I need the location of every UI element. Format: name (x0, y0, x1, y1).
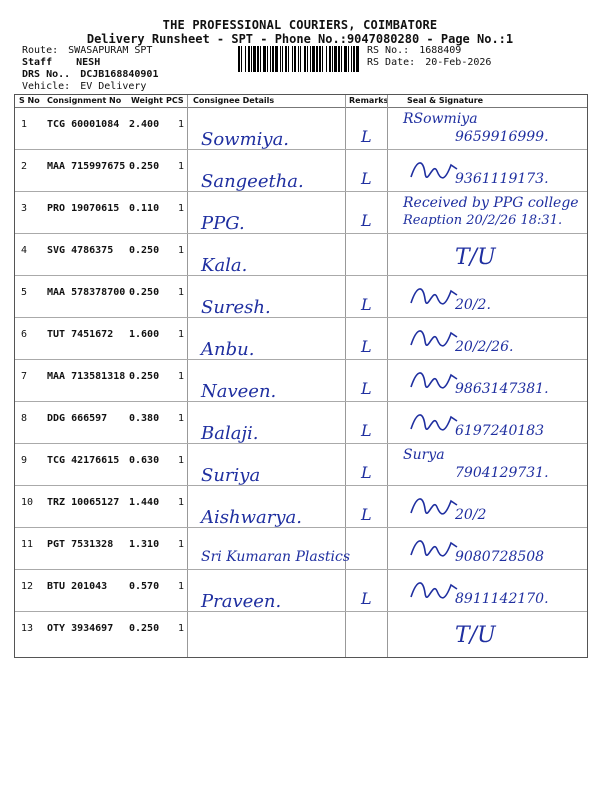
weight-cell: 0.250 (129, 245, 160, 256)
remark-mark: L (361, 169, 372, 188)
weight-cell: 0.250 (129, 287, 160, 298)
signature-text: Received by PPG college (403, 195, 579, 211)
table-row (15, 401, 587, 444)
table-row (15, 191, 587, 234)
consignment-no: SVG 4786375 (47, 245, 114, 256)
col-weight: Weight (131, 96, 163, 105)
consignment-no: PGT 7531328 (47, 539, 114, 550)
consignee-name: PPG. (201, 213, 245, 234)
consignee-name: Sangeetha. (201, 171, 304, 192)
pcs-cell: 1 (178, 623, 185, 634)
pcs-cell: 1 (178, 455, 185, 466)
delivery-note: 9361119173. (455, 171, 549, 187)
delivery-note: 20/2. (455, 297, 491, 313)
rs-date-line: RS Date: 20-Feb-2026 (367, 57, 492, 68)
drs-value: DCJB168840901 (80, 69, 159, 80)
weight-cell: 0.570 (129, 581, 160, 592)
rs-no-value: 1688409 (419, 45, 462, 56)
remark-mark: L (361, 379, 372, 398)
sno-cell: 1 (21, 119, 28, 130)
consignee-name: Suresh. (201, 297, 271, 318)
consignee-name: Praveen. (201, 591, 282, 612)
table-row (15, 611, 587, 653)
runsheet-subtitle: Delivery Runsheet - SPT - Phone No.:9047080280 - Page No.:1 (86, 32, 514, 46)
table-row (15, 275, 587, 318)
weight-cell: 0.250 (129, 371, 160, 382)
remark-mark: L (361, 295, 372, 314)
weight-cell: 0.630 (129, 455, 160, 466)
col-remarks: Remarks (349, 96, 389, 105)
route-line: Route: SWASAPURAM SPT (22, 45, 153, 56)
delivery-note: 6197240183 (455, 423, 545, 439)
rs-date-value: 20-Feb-2026 (425, 57, 492, 68)
consignee-name: Sowmiya. (201, 129, 290, 150)
delivery-note: 9080728508 (455, 549, 545, 565)
weight-cell: 1.600 (129, 329, 160, 340)
table-row (15, 107, 587, 150)
table-row (15, 443, 587, 486)
staff-line: Staff NESH (22, 57, 101, 68)
weight-cell: 0.250 (129, 623, 160, 634)
signature-text: Surya (403, 447, 445, 463)
col-sno: S No (19, 96, 40, 105)
consignment-no: MAA 715997675 (47, 161, 126, 172)
pcs-cell: 1 (178, 539, 185, 550)
rs-no-line: RS No.: 1688409 (367, 45, 462, 56)
sno-cell: 10 (21, 497, 34, 508)
pcs-cell: 1 (178, 497, 185, 508)
consignment-no: TCG 60001084 (47, 119, 120, 130)
consignment-no: BTU 201043 (47, 581, 108, 592)
delivery-table (14, 94, 588, 658)
remark-mark: L (361, 127, 372, 146)
weight-cell: 0.250 (129, 161, 160, 172)
sno-cell: 5 (21, 287, 28, 298)
consignment-no: DDG 666597 (47, 413, 108, 424)
remark-mark: L (361, 463, 372, 482)
table-row (15, 569, 587, 612)
delivery-note: 20/2/26. (455, 339, 514, 355)
sno-cell: 4 (21, 245, 28, 256)
table-row (15, 527, 587, 570)
pcs-cell: 1 (178, 203, 185, 214)
consignment-no: PRO 19070615 (47, 203, 120, 214)
delivery-note: 20/2 (455, 507, 487, 523)
signature-text: RSowmiya (403, 111, 478, 127)
consignment-no: TCG 42176615 (47, 455, 120, 466)
sno-cell: 9 (21, 455, 28, 466)
delivery-note: 8911142170. (455, 591, 549, 607)
remark-mark: L (361, 421, 372, 440)
consignee-name: Anbu. (201, 339, 255, 360)
sno-cell: 3 (21, 203, 28, 214)
table-row (15, 149, 587, 192)
delivery-note: Reaption 20/2/26 18:31. (403, 213, 563, 228)
remark-mark: L (361, 337, 372, 356)
table-row (15, 359, 587, 402)
delivery-note: T/U (455, 623, 496, 648)
consignee-name: Suriya (201, 465, 261, 486)
col-pcs: PCS (166, 96, 184, 105)
remark-mark: L (361, 589, 372, 608)
delivery-note: 9863147381. (455, 381, 549, 397)
weight-cell: 2.400 (129, 119, 160, 130)
consignment-no: MAA 713581318 (47, 371, 126, 382)
pcs-cell: 1 (178, 287, 185, 298)
pcs-cell: 1 (178, 371, 185, 382)
delivery-note: 9659916999. (455, 129, 549, 145)
col-seal: Seal & Signature (407, 96, 484, 105)
consignee-name: Kala. (201, 255, 248, 276)
consignee-name: Aishwarya. (201, 507, 302, 528)
sno-cell: 2 (21, 161, 28, 172)
pcs-cell: 1 (178, 161, 185, 172)
vehicle-line: Vehicle: EV Delivery (22, 81, 147, 92)
sno-cell: 6 (21, 329, 28, 340)
company-title: THE PROFESSIONAL COURIERS, COIMBATORE (162, 18, 438, 32)
sno-cell: 8 (21, 413, 28, 424)
consignment-no: TRZ 10065127 (47, 497, 120, 508)
route-value: SWASAPURAM SPT (68, 45, 153, 56)
pcs-cell: 1 (178, 245, 185, 256)
remark-mark: L (361, 211, 372, 230)
consignee-name: Sri Kumaran Plastics (201, 549, 351, 565)
consignee-name: Naveen. (201, 381, 277, 402)
weight-cell: 1.440 (129, 497, 160, 508)
weight-cell: 1.310 (129, 539, 160, 550)
delivery-note: T/U (455, 245, 496, 270)
sno-cell: 12 (21, 581, 34, 592)
pcs-cell: 1 (178, 329, 185, 340)
barcode (237, 46, 362, 72)
consignment-no: OTY 3934697 (47, 623, 114, 634)
col-consignee: Consignee Details (193, 96, 275, 105)
sno-cell: 13 (21, 623, 34, 634)
weight-cell: 0.380 (129, 413, 160, 424)
table-row (15, 233, 587, 276)
pcs-cell: 1 (178, 119, 185, 130)
remark-mark: L (361, 505, 372, 524)
consignment-no: TUT 7451672 (47, 329, 114, 340)
sno-cell: 7 (21, 371, 28, 382)
staff-value: NESH (76, 57, 101, 68)
drs-line: DRS No.. DCJB168840901 (22, 69, 159, 80)
consignment-no: MAA 578378700 (47, 287, 126, 298)
sno-cell: 11 (21, 539, 34, 550)
col-consignment: Consignment No (47, 96, 122, 105)
table-row (15, 485, 587, 528)
delivery-note: 7904129731. (455, 465, 549, 481)
pcs-cell: 1 (178, 413, 185, 424)
vehicle-value: EV Delivery (80, 81, 147, 92)
weight-cell: 0.110 (129, 203, 160, 214)
pcs-cell: 1 (178, 581, 185, 592)
consignee-name: Balaji. (201, 423, 259, 444)
table-row (15, 317, 587, 360)
